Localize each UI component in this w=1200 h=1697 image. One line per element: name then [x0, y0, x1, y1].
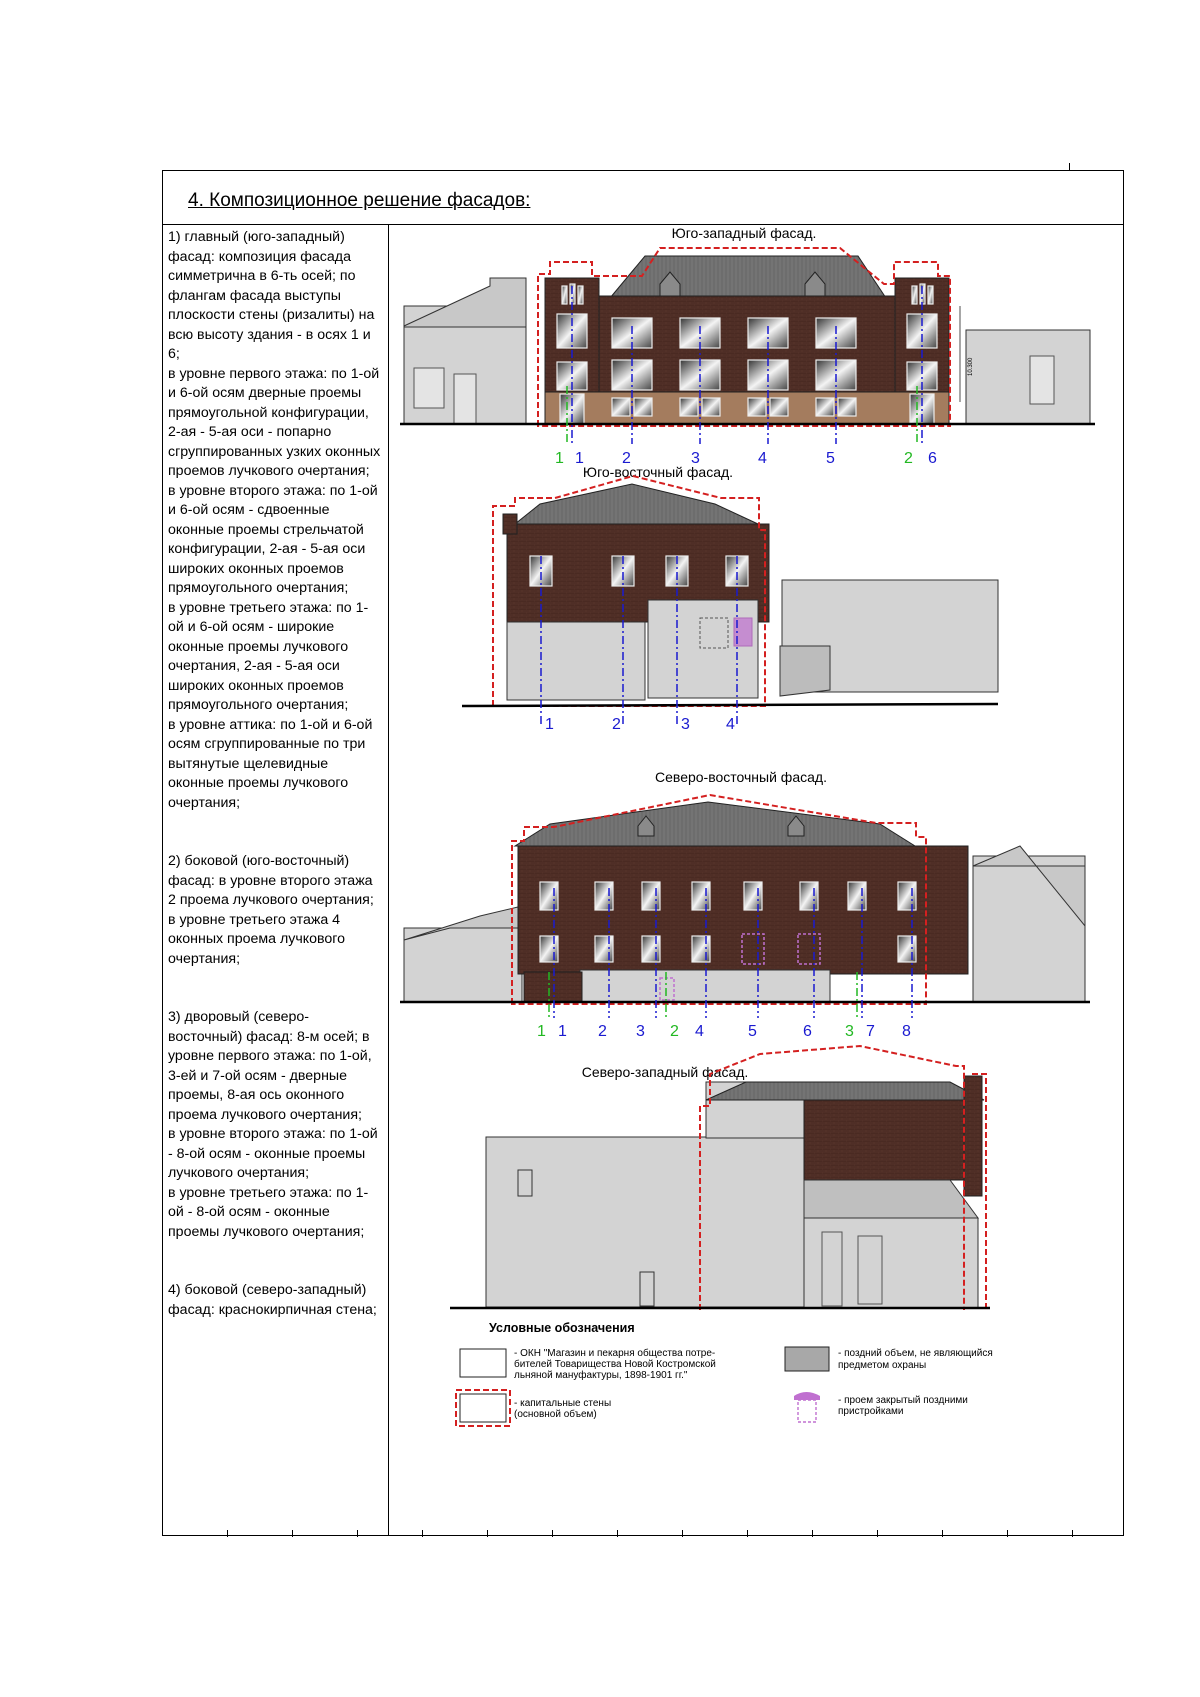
- sw-facade-title: Юго-западный фасад.: [671, 226, 817, 241]
- se-facade-title: Юго-восточный фасад.: [582, 464, 734, 480]
- description-nw-facade: 4) боковой (северо-западный) фасад: краснокирпичная стена;: [168, 1282, 377, 1318]
- sw-axis-label: 2: [622, 450, 631, 467]
- sw-late-roof-left: [404, 278, 526, 327]
- se-chimney: [503, 514, 517, 534]
- legend-walls-line1: - капитальные стены: [514, 1398, 612, 1409]
- ne-axis-label-green: 2: [670, 1023, 679, 1040]
- legend-okn-line3: льняной мануфактуры, 1898-1901 гг.": [514, 1370, 688, 1381]
- sw-axis-label: 3: [691, 450, 700, 467]
- nw-chimney: [964, 1076, 982, 1196]
- nw-facade: [450, 1046, 990, 1310]
- ne-axis-label: 3: [636, 1023, 645, 1040]
- nw-roof: [706, 1082, 984, 1100]
- ne-axis-label: 5: [748, 1023, 757, 1040]
- sw-axis-label: 1: [575, 450, 584, 467]
- legend-late-line1: - поздний объем, не являющийся: [838, 1348, 993, 1359]
- ne-axis-label-green: 1: [537, 1023, 546, 1040]
- legend-closed-line2: пристройками: [838, 1406, 904, 1417]
- se-axis-label: 1: [545, 716, 554, 733]
- ne-axis-label: 8: [902, 1023, 911, 1040]
- legend-title: Условные обозначения: [489, 1321, 635, 1335]
- ne-late-volume-left: [404, 928, 522, 1002]
- description-se-facade: 2) боковой (юго-восточный) фасад: в уровне второго этажа 2 проема лучкового очертания; в уровне третьего этажа 4 оконных проема лучкового очертания;: [168, 853, 374, 967]
- ne-axis-label-green: 3: [845, 1023, 854, 1040]
- column-divider: [388, 224, 389, 1535]
- sw-axis-label: 4: [758, 450, 767, 467]
- legend-walls-swatch: [460, 1394, 506, 1422]
- ne-roof: [515, 802, 915, 846]
- sw-axis-label-green: 1: [555, 450, 564, 467]
- sw-late-volume-right-window: [1030, 356, 1054, 404]
- sw-facade: [400, 226, 1095, 467]
- se-late-ground-mid: [648, 600, 758, 698]
- sw-late-volume-left-door: [454, 374, 476, 424]
- sw-axis-label: 6: [928, 450, 937, 467]
- sw-plinth: [545, 392, 949, 424]
- legend-okn-line1: - ОКН "Магазин и пекарня общества потре-: [514, 1348, 716, 1359]
- ne-brick-porch: [524, 972, 582, 1002]
- legend-closed-swatch: [794, 1392, 820, 1400]
- document-sheet: [162, 170, 1124, 1536]
- description-sw-facade: 1) главный (юго-западный) фасад: композиция фасада симметрична в 6-ть осей; по флангам фасада выступы плоскости стены (ризалиты) на всю высоту здания - в осях 1 и 6; в уровне первого этажа: по 1-ой и 6-ой осям дверные проемы прямоугольной конфигурации, 2-ая - 5-ая оси - попарно сгруппированных узких оконных проемов лучкового очертания; в уровне второго этажа: по 1-ой и 6-ой осям - сдвоенные оконные проемы стрельчатой конфигурации, 2-ая - 5-ая оси широких оконных проемов прямоугольного очертания; в уровне третьего этажа: по 1-ой и 6-ой осям - широкие оконные проемы лучкового очертания, 2-ая - 5-ая оси широких оконных проемов прямоугольного очертания; в уровне аттика: по 1-ой и 6-ой осям сгруппированные по три вытянутые щелевидные оконные проемы лучкового очертания;: [168, 229, 381, 811]
- legend-okn-swatch: [460, 1349, 506, 1377]
- ne-axis-label: 4: [695, 1023, 704, 1040]
- legend: [456, 1321, 993, 1426]
- nw-brick-wall: [804, 1100, 982, 1180]
- sw-dimension-label: 10.300: [968, 357, 974, 376]
- se-late-ground-left: [507, 622, 645, 700]
- description-ne-facade: 3) дворовый (северо-восточный) фасад: 8-м осей; в уровне первого этажа: по 1-ой, 3-ей и 7-ой осям - дверные проемы, 8-ая ось оконного проема лучкового очертания; в уровне второго этажа: по 1-ой - 8-ой осям - оконные проемы лучкового очертания; в уровне третьего этажа: по 1-ой - 8-ой осям - оконные проемы лучкового очертания;: [168, 1009, 378, 1240]
- legend-walls-line2: (основной объем): [514, 1409, 597, 1420]
- description-column: [168, 228, 382, 1320]
- nw-facade-title: Северо-западный фасад.: [581, 1064, 749, 1080]
- ne-axis-label: 7: [866, 1023, 875, 1040]
- legend-closed-swatch-dashed: [798, 1400, 816, 1422]
- nw-late-annex-roof: [804, 1180, 978, 1218]
- se-facade: [462, 464, 998, 733]
- sw-axis-label: 5: [826, 450, 835, 467]
- se-late-annex: [780, 646, 830, 696]
- facade-drawings: [390, 226, 1121, 1533]
- se-axis-label: 2: [612, 716, 621, 733]
- se-axis-label: 3: [681, 716, 690, 733]
- ne-axis-label: 6: [803, 1023, 812, 1040]
- section-title: 4. Композиционное решение фасадов:: [188, 190, 531, 211]
- title-row: [163, 170, 1123, 225]
- legend-okn-line2: бителей Товарищества Новой Костромской: [514, 1359, 716, 1370]
- sw-late-volume-left-window: [414, 368, 444, 408]
- se-axis-label: 4: [726, 716, 735, 733]
- legend-late-line2: предметом охраны: [838, 1360, 927, 1371]
- se-roof: [515, 484, 758, 524]
- ne-axis-label: 1: [558, 1023, 567, 1040]
- nw-late-volume-left: [486, 1137, 804, 1307]
- ne-axis-label: 2: [598, 1023, 607, 1040]
- ne-late-ground-annex: [580, 970, 830, 1002]
- ne-facade-title: Северо-восточный фасад.: [655, 769, 827, 785]
- sw-axis-label-green: 2: [904, 450, 913, 467]
- legend-closed-line1: - проем закрытый поздними: [838, 1395, 968, 1406]
- ne-facade: [400, 769, 1090, 1040]
- sw-late-volume-right: [966, 330, 1090, 424]
- legend-late-swatch: [785, 1347, 829, 1371]
- se-ground-line: [462, 704, 998, 706]
